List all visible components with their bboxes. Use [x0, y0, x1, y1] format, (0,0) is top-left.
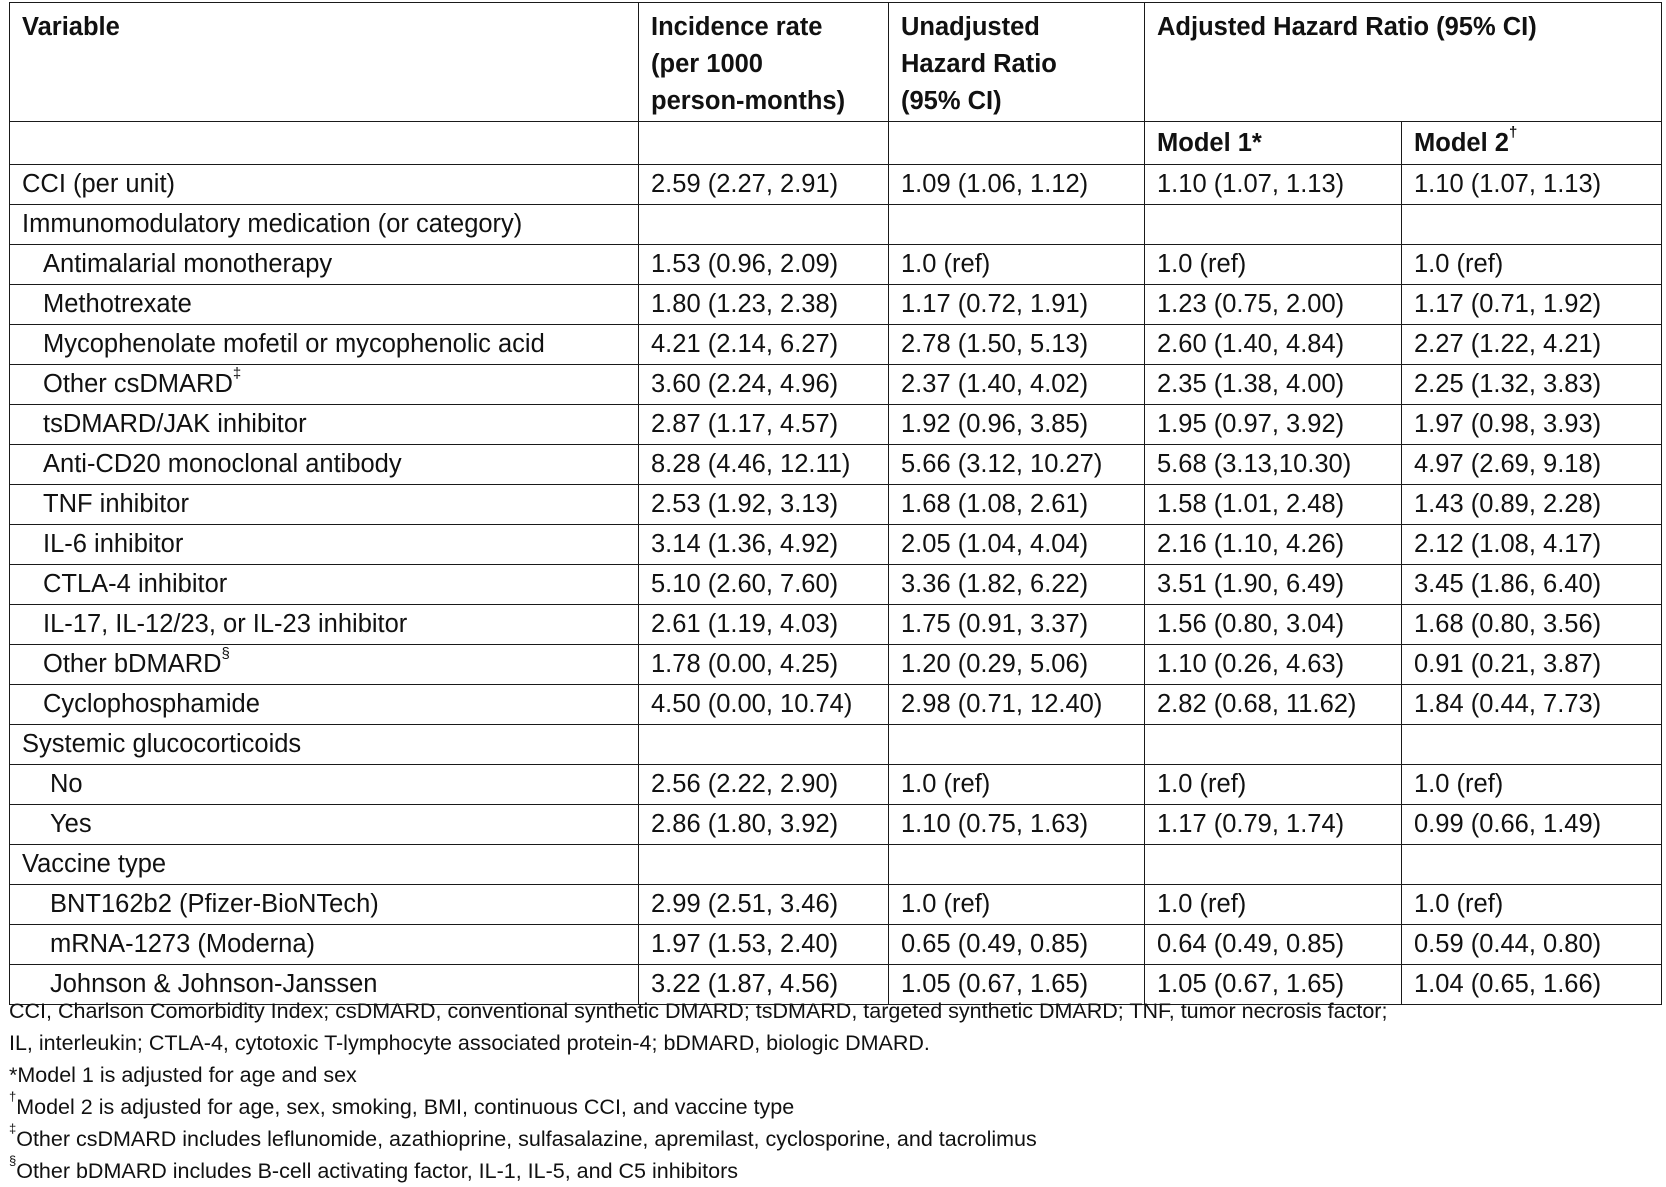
variable-label: mRNA-1273 (Moderna) [50, 930, 316, 958]
model1-hr-cell: 1.0 (ref) [1145, 885, 1402, 925]
unadjusted-hr-cell [889, 725, 1145, 765]
variable-label: Other bDMARD [43, 650, 222, 678]
variable-label: Other csDMARD [43, 370, 233, 398]
unadjusted-hr-cell: 2.37 (1.40, 4.02) [889, 365, 1145, 405]
variable-cell [10, 765, 639, 805]
footnote-line [9, 1091, 1659, 1123]
table-body [10, 165, 1662, 1005]
model1-hr-cell: 1.05 (0.67, 1.65) [1145, 965, 1402, 1005]
model1-hr-cell: 1.23 (0.75, 2.00) [1145, 285, 1402, 325]
unadjusted-hr-cell: 2.05 (1.04, 4.04) [889, 525, 1145, 565]
variable-label: IL-17, IL-12/23, or IL-23 inhibitor [43, 610, 408, 638]
model2-hr-cell: 1.04 (0.65, 1.66) [1402, 965, 1662, 1005]
incidence-rate-cell: 1.53 (0.96, 2.09) [639, 245, 889, 285]
header-unadjusted: Unadjusted Hazard Ratio (95% CI) [889, 3, 1145, 122]
variable-cell [10, 245, 639, 285]
model1-hr-cell: 1.56 (0.80, 3.04) [1145, 605, 1402, 645]
model2-hr-cell: 1.68 (0.80, 3.56) [1402, 605, 1662, 645]
table-row [10, 285, 1662, 325]
incidence-rate-cell: 2.86 (1.80, 3.92) [639, 805, 889, 845]
model2-hr-cell: 1.97 (0.98, 3.93) [1402, 405, 1662, 445]
variable-cell [10, 605, 639, 645]
variable-label: CCI (per unit) [22, 170, 176, 198]
footnote-line [9, 995, 1659, 1027]
variable-cell [10, 725, 639, 765]
subheader-row [10, 122, 1662, 165]
variable-label: CTLA-4 inhibitor [43, 570, 228, 598]
variable-cell [10, 645, 639, 685]
incidence-rate-cell: 2.59 (2.27, 2.91) [639, 165, 889, 205]
footnote-symbol: † [9, 1089, 17, 1104]
model2-hr-cell [1402, 845, 1662, 885]
header-model2: Model 2† [1402, 122, 1662, 165]
model2-hr-cell: 2.27 (1.22, 4.21) [1402, 325, 1662, 365]
incidence-rate-cell: 8.28 (4.46, 12.11) [639, 445, 889, 485]
incidence-rate-cell: 3.22 (1.87, 4.56) [639, 965, 889, 1005]
footnote-text: *Model 1 is adjusted for age and sex [9, 1063, 357, 1087]
table-row [10, 805, 1662, 845]
variable-cell [10, 165, 639, 205]
table-footnotes [9, 995, 1659, 1187]
unadjusted-hr-cell: 5.66 (3.12, 10.27) [889, 445, 1145, 485]
model1-hr-cell: 3.51 (1.90, 6.49) [1145, 565, 1402, 605]
incidence-rate-cell [639, 205, 889, 245]
model2-footnote-mark: † [1508, 124, 1518, 141]
table-row [10, 165, 1662, 205]
model1-hr-cell: 1.0 (ref) [1145, 245, 1402, 285]
model1-hr-cell [1145, 845, 1402, 885]
table-row [10, 885, 1662, 925]
model2-hr-cell: 0.99 (0.66, 1.49) [1402, 805, 1662, 845]
table-row [10, 485, 1662, 525]
model2-hr-cell: 1.0 (ref) [1402, 885, 1662, 925]
variable-cell [10, 365, 639, 405]
variable-cell [10, 325, 639, 365]
variable-label: Mycophenolate mofetil or mycophenolic acid [43, 330, 545, 358]
model1-hr-cell: 1.95 (0.97, 3.92) [1145, 405, 1402, 445]
unadjusted-hr-cell: 1.92 (0.96, 3.85) [889, 405, 1145, 445]
model1-hr-cell: 2.35 (1.38, 4.00) [1145, 365, 1402, 405]
incidence-rate-cell: 1.78 (0.00, 4.25) [639, 645, 889, 685]
footnote-text: Model 2 is adjusted for age, sex, smoking, BMI, continuous CCI, and vaccine type [16, 1095, 795, 1119]
footnote-text: IL, interleukin; CTLA-4, cytotoxic T-lymphocyte associated protein-4; bDMARD, biologic DMARD. [9, 1031, 930, 1055]
variable-cell [10, 565, 639, 605]
variable-cell [10, 925, 639, 965]
model1-hr-cell: 5.68 (3.13,10.30) [1145, 445, 1402, 485]
header-variable: Variable [10, 3, 639, 122]
model1-hr-cell: 0.64 (0.49, 0.85) [1145, 925, 1402, 965]
table-row [10, 445, 1662, 485]
unadjusted-hr-cell: 1.0 (ref) [889, 245, 1145, 285]
model2-hr-cell: 1.10 (1.07, 1.13) [1402, 165, 1662, 205]
model1-hr-cell: 1.58 (1.01, 2.48) [1145, 485, 1402, 525]
model1-hr-cell: 2.82 (0.68, 11.62) [1145, 685, 1402, 725]
unadjusted-hr-cell: 1.10 (0.75, 1.63) [889, 805, 1145, 845]
unadjusted-hr-cell: 1.0 (ref) [889, 765, 1145, 805]
incidence-rate-cell [639, 725, 889, 765]
model1-hr-cell [1145, 725, 1402, 765]
incidence-rate-cell: 4.50 (0.00, 10.74) [639, 685, 889, 725]
footnote-symbol: ‡ [9, 1121, 17, 1136]
variable-label: TNF inhibitor [43, 490, 189, 518]
model2-hr-cell: 2.12 (1.08, 4.17) [1402, 525, 1662, 565]
footnote-line [9, 1027, 1659, 1059]
table-row [10, 245, 1662, 285]
unadjusted-hr-cell: 1.17 (0.72, 1.91) [889, 285, 1145, 325]
variable-label: Vaccine type [22, 850, 167, 878]
footnote-line [9, 1155, 1659, 1187]
variable-cell [10, 445, 639, 485]
results-table [9, 2, 1662, 1005]
subheader-empty-1 [10, 122, 639, 165]
table-row [10, 365, 1662, 405]
model2-hr-cell: 0.91 (0.21, 3.87) [1402, 645, 1662, 685]
model1-hr-cell: 1.17 (0.79, 1.74) [1145, 805, 1402, 845]
footnote-text: CCI, Charlson Comorbidity Index; csDMARD, conventional synthetic DMARD; tsDMARD, targeted synthetic DMARD; TNF, tumor necrosis factor; [9, 999, 1388, 1023]
table-row [10, 325, 1662, 365]
table-row [10, 205, 1662, 245]
model2-hr-cell: 4.97 (2.69, 9.18) [1402, 445, 1662, 485]
footnote-mark: ‡ [232, 365, 242, 382]
variable-label: Methotrexate [43, 290, 192, 318]
variable-label: Cyclophosphamide [43, 690, 260, 718]
variable-label: tsDMARD/JAK inhibitor [43, 410, 307, 438]
header-model1: Model 1* [1145, 122, 1402, 165]
table-row [10, 685, 1662, 725]
table-row [10, 645, 1662, 685]
incidence-rate-cell: 2.99 (2.51, 3.46) [639, 885, 889, 925]
variable-label: Immunomodulatory medication (or category) [22, 210, 523, 238]
table-row [10, 845, 1662, 885]
footnote-symbol: § [9, 1153, 17, 1168]
header-incidence: Incidence rate (per 1000 person-months) [639, 3, 889, 122]
variable-label: Systemic glucocorticoids [22, 730, 302, 758]
unadjusted-hr-cell: 3.36 (1.82, 6.22) [889, 565, 1145, 605]
model1-hr-cell: 1.10 (1.07, 1.13) [1145, 165, 1402, 205]
model1-hr-cell: 1.10 (0.26, 4.63) [1145, 645, 1402, 685]
variable-label: Johnson & Johnson-Janssen [50, 970, 378, 998]
variable-cell [10, 805, 639, 845]
table-row [10, 405, 1662, 445]
unadjusted-hr-cell: 2.78 (1.50, 5.13) [889, 325, 1145, 365]
unadjusted-hr-cell: 1.68 (1.08, 2.61) [889, 485, 1145, 525]
model2-hr-cell: 0.59 (0.44, 0.80) [1402, 925, 1662, 965]
model2-hr-cell [1402, 205, 1662, 245]
incidence-rate-cell: 5.10 (2.60, 7.60) [639, 565, 889, 605]
unadjusted-hr-cell: 1.0 (ref) [889, 885, 1145, 925]
incidence-rate-cell: 2.53 (1.92, 3.13) [639, 485, 889, 525]
table-row [10, 725, 1662, 765]
header-row [10, 3, 1662, 122]
incidence-rate-cell: 3.14 (1.36, 4.92) [639, 525, 889, 565]
table-row [10, 925, 1662, 965]
unadjusted-hr-cell [889, 205, 1145, 245]
variable-cell [10, 845, 639, 885]
variable-label: IL-6 inhibitor [43, 530, 184, 558]
unadjusted-hr-cell: 1.75 (0.91, 3.37) [889, 605, 1145, 645]
table-row [10, 525, 1662, 565]
incidence-rate-cell: 1.80 (1.23, 2.38) [639, 285, 889, 325]
unadjusted-hr-cell [889, 845, 1145, 885]
model1-hr-cell: 2.60 (1.40, 4.84) [1145, 325, 1402, 365]
subheader-empty-2 [639, 122, 889, 165]
variable-label: Yes [50, 810, 92, 838]
incidence-rate-cell: 1.97 (1.53, 2.40) [639, 925, 889, 965]
unadjusted-hr-cell: 2.98 (0.71, 12.40) [889, 685, 1145, 725]
table-row [10, 605, 1662, 645]
unadjusted-hr-cell: 1.05 (0.67, 1.65) [889, 965, 1145, 1005]
footnote-text: Other bDMARD includes B-cell activating factor, IL-1, IL-5, and C5 inhibitors [16, 1159, 738, 1183]
variable-cell [10, 685, 639, 725]
incidence-rate-cell [639, 845, 889, 885]
footnote-mark: § [221, 645, 230, 662]
incidence-rate-cell: 4.21 (2.14, 6.27) [639, 325, 889, 365]
variable-cell [10, 205, 639, 245]
incidence-rate-cell: 2.61 (1.19, 4.03) [639, 605, 889, 645]
incidence-rate-cell: 2.87 (1.17, 4.57) [639, 405, 889, 445]
model2-hr-cell: 3.45 (1.86, 6.40) [1402, 565, 1662, 605]
variable-cell [10, 885, 639, 925]
model2-hr-cell: 1.0 (ref) [1402, 765, 1662, 805]
unadjusted-hr-cell: 1.09 (1.06, 1.12) [889, 165, 1145, 205]
variable-label: Anti-CD20 monoclonal antibody [43, 450, 402, 478]
variable-cell [10, 525, 639, 565]
variable-cell [10, 405, 639, 445]
variable-label: No [50, 770, 83, 798]
model1-hr-cell [1145, 205, 1402, 245]
footnote-line [9, 1123, 1659, 1155]
subheader-empty-3 [889, 122, 1145, 165]
header-adjusted: Adjusted Hazard Ratio (95% CI) [1145, 3, 1662, 122]
model2-hr-cell: 1.0 (ref) [1402, 245, 1662, 285]
model2-hr-cell: 1.17 (0.71, 1.92) [1402, 285, 1662, 325]
model1-hr-cell: 1.0 (ref) [1145, 765, 1402, 805]
unadjusted-hr-cell: 1.20 (0.29, 5.06) [889, 645, 1145, 685]
model1-hr-cell: 2.16 (1.10, 4.26) [1145, 525, 1402, 565]
variable-label: Antimalarial monotherapy [43, 250, 333, 278]
model2-hr-cell: 1.43 (0.89, 2.28) [1402, 485, 1662, 525]
table-row [10, 565, 1662, 605]
model2-hr-cell: 1.84 (0.44, 7.73) [1402, 685, 1662, 725]
table-row [10, 765, 1662, 805]
incidence-rate-cell: 3.60 (2.24, 4.96) [639, 365, 889, 405]
variable-cell [10, 485, 639, 525]
incidence-rate-cell: 2.56 (2.22, 2.90) [639, 765, 889, 805]
footnote-line [9, 1059, 1659, 1091]
model2-hr-cell: 2.25 (1.32, 3.83) [1402, 365, 1662, 405]
model2-hr-cell [1402, 725, 1662, 765]
variable-cell [10, 285, 639, 325]
variable-label: BNT162b2 (Pfizer-BioNTech) [50, 890, 379, 918]
unadjusted-hr-cell: 0.65 (0.49, 0.85) [889, 925, 1145, 965]
footnote-text: Other csDMARD includes leflunomide, azathioprine, sulfasalazine, apremilast, cyclosporine, and tacrolimus [16, 1127, 1037, 1151]
